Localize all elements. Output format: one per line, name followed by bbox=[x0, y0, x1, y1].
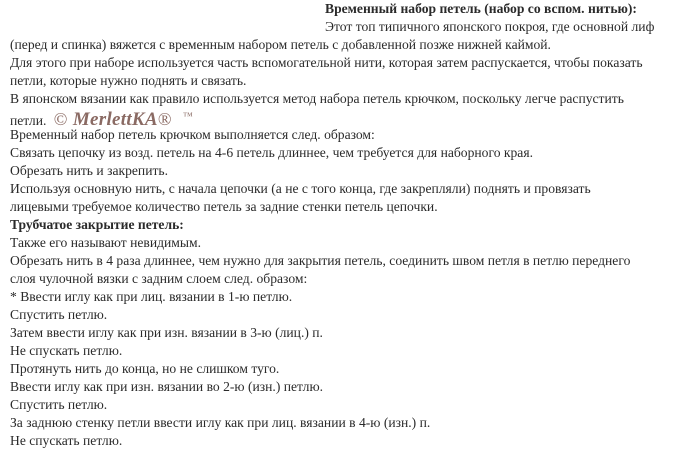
instruction-line: слоя чулочной вязки с задним слоем след. образом: bbox=[10, 271, 308, 286]
watermark-name: MerlettKA bbox=[72, 109, 158, 130]
instruction-line: Затем ввести иглу как при изн. вязании в 3-ю (лиц.) п. bbox=[10, 325, 323, 340]
step-line: Связать цепочку из возд. петель на 4-6 петель длиннее, чем требуется для наборного края. bbox=[10, 145, 533, 160]
step-line: лицевыми требуемое количество петель за задние стенки петель цепочки. bbox=[10, 199, 438, 214]
intro-text-line: Этот топ типичного японского покроя, где основной лиф bbox=[325, 19, 655, 34]
step-line: Временный набор петель крючком выполняется след. образом: bbox=[10, 127, 375, 142]
paragraph-text: петли. bbox=[10, 113, 47, 128]
document-body bbox=[10, 0, 690, 450]
instruction-line: Спустить петлю. bbox=[10, 397, 108, 412]
instruction-line: * Ввести иглу как при лиц. вязании в 1-ю петлю. bbox=[10, 289, 293, 304]
paragraph-line: Для этого при наборе используется часть вспомогательной нити, которая затем распускается, чтобы показать bbox=[10, 55, 643, 70]
instruction-line: Также его называют невидимым. bbox=[10, 235, 202, 250]
trademark-symbol: ™ bbox=[182, 111, 194, 122]
intro-text-line: (перед и спинка) вяжется с временным набором петель с добавленной позже нижней каймой. bbox=[10, 37, 551, 52]
step-line: Используя основную нить, с начала цепочки (а не с того конца, где закрепляли) поднять и провязать bbox=[10, 181, 591, 196]
registered-symbol: ® bbox=[157, 109, 172, 129]
paragraph-line-with-watermark bbox=[10, 108, 690, 130]
section-heading-provisional-cast-on: Временный набор петель (набор со вспом. нитью): bbox=[325, 1, 637, 16]
instruction-line: Не спускать петлю. bbox=[10, 433, 123, 448]
instruction-line: Обрезать нить в 4 раза длиннее, чем нужно для закрытия петель, соединить швом петля в петлю переднего bbox=[10, 253, 631, 268]
paragraph-line: В японском вязании как правило используется метод набора петель крючком, поскольку легче распустить bbox=[10, 91, 624, 106]
step-line: Обрезать нить и закрепить. bbox=[10, 163, 169, 178]
instruction-line: За заднюю стенку петли ввести иглу как при лиц. вязании в 4-ю (изн.) п. bbox=[10, 415, 431, 430]
copyright-symbol: © bbox=[53, 109, 68, 129]
instruction-line: Не спускать петлю. bbox=[10, 343, 123, 358]
section-heading-tubular-bind-off: Трубчатое закрытие петель: bbox=[10, 217, 184, 232]
paragraph-line: петли, которые нужно поднять и связать. bbox=[10, 73, 247, 88]
instruction-line: Протянуть нить до конца, но не слишком туго. bbox=[10, 361, 280, 376]
instruction-line: Ввести иглу как при изн. вязании во 2-ю (изн.) петлю. bbox=[10, 379, 323, 394]
instruction-line: Спустить петлю. bbox=[10, 307, 108, 322]
